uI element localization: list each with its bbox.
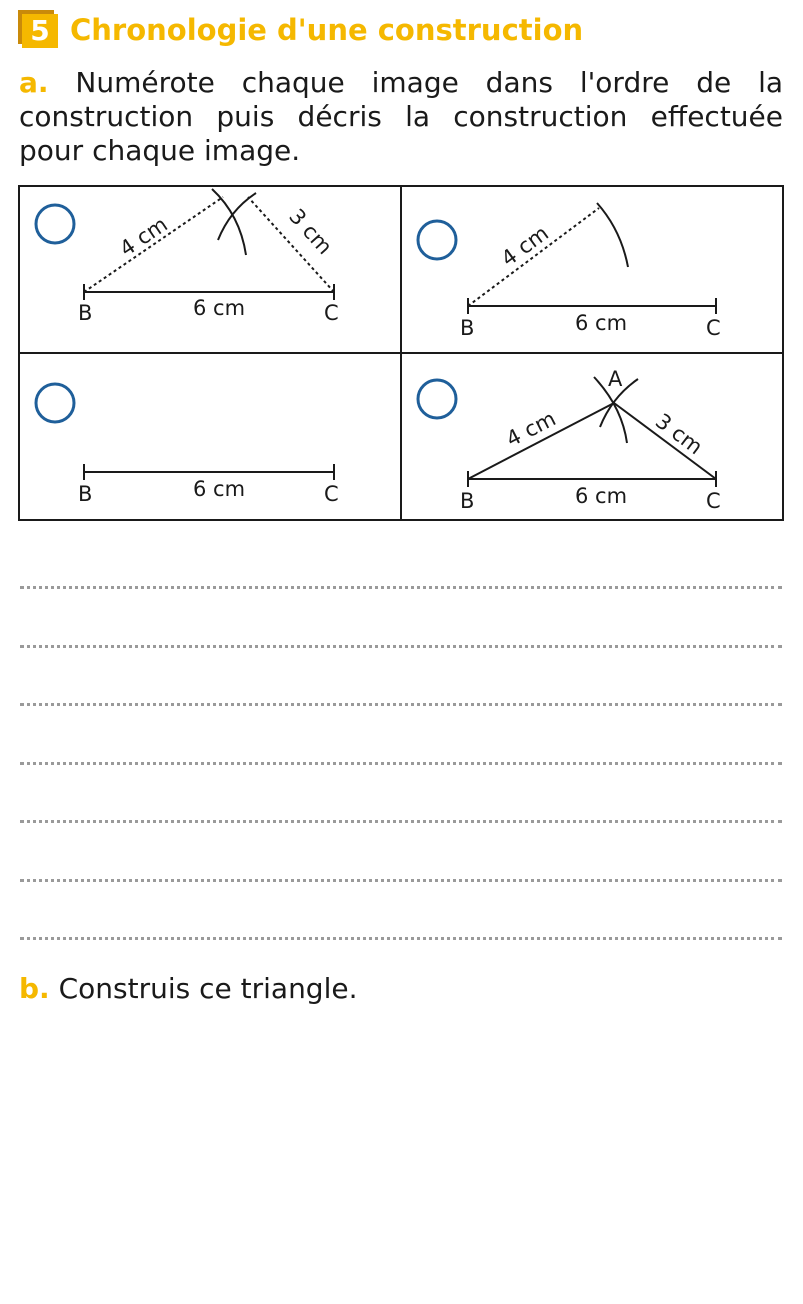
label-bc: 6 cm <box>575 311 628 335</box>
label-point-b: B <box>78 482 93 506</box>
answer-line[interactable] <box>20 586 782 589</box>
numbering-circle[interactable] <box>418 221 456 259</box>
answer-line[interactable] <box>20 820 782 823</box>
part-a-instruction <box>19 66 783 168</box>
label-point-c: C <box>706 489 721 513</box>
numbering-circle[interactable] <box>36 384 74 422</box>
answer-line[interactable] <box>20 879 782 882</box>
exercise-title: Chronologie d'une construction <box>70 13 584 47</box>
part-b-text: Construis ce triangle. <box>58 972 358 1005</box>
panel-bottom-left <box>36 384 339 506</box>
part-b-letter: b. <box>19 972 50 1005</box>
construction-figures <box>18 185 784 521</box>
label-ca: 3 cm <box>284 204 337 260</box>
label-bc: 6 cm <box>193 296 246 320</box>
label-point-c: C <box>324 482 339 506</box>
numbering-circle[interactable] <box>36 205 74 243</box>
arc-from-c <box>218 193 256 240</box>
label-point-b: B <box>78 301 93 325</box>
part-a-letter: a. <box>19 66 49 99</box>
label-ba: 4 cm <box>496 221 554 272</box>
exercise-number-badge <box>18 10 58 48</box>
answer-line[interactable] <box>20 937 782 940</box>
panel-top-right <box>418 203 721 340</box>
arc-from-b <box>212 189 246 255</box>
construction-grid <box>18 185 784 521</box>
answer-line[interactable] <box>20 703 782 706</box>
part-b-instruction <box>19 970 358 1008</box>
compass-radius-4cm <box>84 197 223 292</box>
label-point-b: B <box>460 316 475 340</box>
panel-bottom-right <box>418 367 721 513</box>
panel-top-left <box>36 189 339 325</box>
arc-from-b <box>597 203 628 267</box>
answer-line[interactable] <box>20 762 782 765</box>
answer-line[interactable] <box>20 645 782 648</box>
label-point-c: C <box>706 316 721 340</box>
label-bc: 6 cm <box>193 477 246 501</box>
label-ca: 3 cm <box>650 408 708 460</box>
label-point-c: C <box>324 301 339 325</box>
label-ba: 4 cm <box>502 406 560 452</box>
label-ba: 4 cm <box>115 212 172 262</box>
label-point-a: A <box>608 367 623 391</box>
numbering-circle[interactable] <box>418 380 456 418</box>
part-a-text: Numérote chaque image dans l'ordre de la construction puis décris la construction effectuée pour chaque image. <box>19 66 784 167</box>
exercise-number: 5 <box>22 14 58 48</box>
label-point-b: B <box>460 489 475 513</box>
compass-radius-4cm <box>468 208 599 306</box>
label-bc: 6 cm <box>575 484 628 508</box>
